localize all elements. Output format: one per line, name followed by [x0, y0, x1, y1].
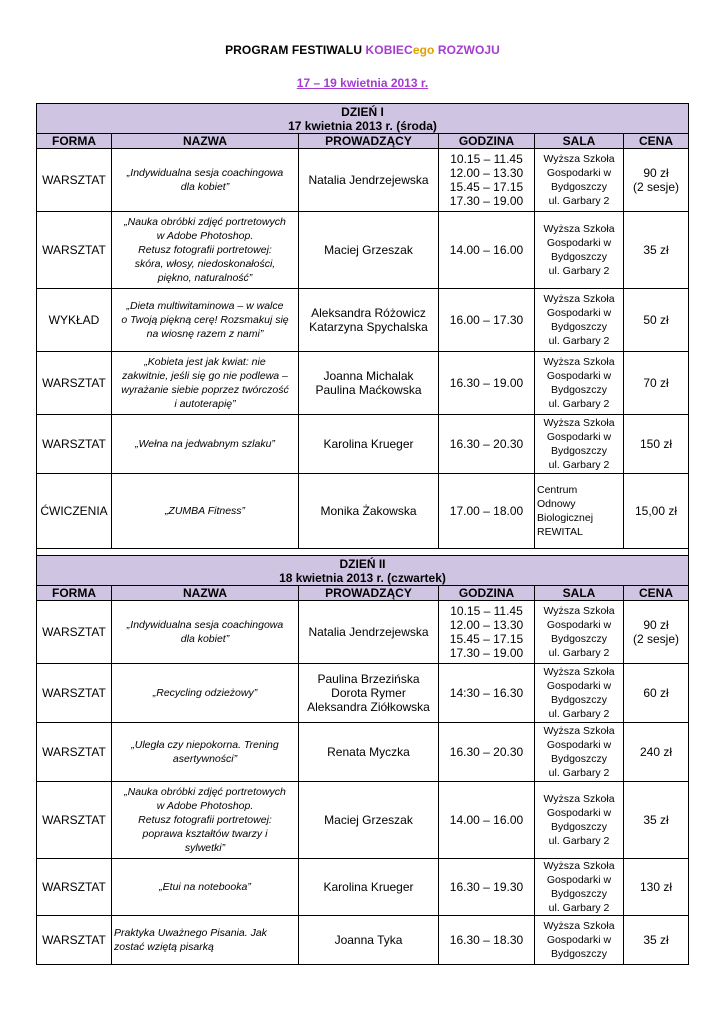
forma-cell: WARSZTAT — [37, 212, 112, 289]
sala-cell-line: Gospodarki w — [546, 619, 612, 631]
table-row — [37, 723, 689, 782]
nazwa-cell-line: dla kobiet” — [180, 633, 230, 645]
prowadzacy-cell-line: Monika Żakowska — [320, 504, 417, 518]
prowadzacy-cell — [299, 149, 439, 212]
prowadzacy-cell-line: Karolina Krueger — [323, 880, 414, 894]
sala-cell-line: Gospodarki w — [546, 431, 612, 443]
spacer-row — [37, 549, 689, 556]
nazwa-cell-line: w Adobe Photoshop. — [156, 230, 254, 242]
godzina-cell-line: 10.15 – 11.45 — [450, 152, 523, 166]
column-header: GODZINA — [439, 134, 535, 149]
page-title — [0, 43, 725, 57]
sala-cell — [535, 212, 624, 289]
cena-cell-line: 35 zł — [643, 933, 669, 947]
column-header: PROWADZĄCY — [299, 134, 439, 149]
prowadzacy-cell-line: Aleksandra Różowicz — [311, 306, 426, 320]
day-header-cell — [37, 104, 689, 134]
godzina-cell-line: 10.15 – 11.45 — [450, 604, 523, 618]
day-header — [37, 556, 689, 586]
nazwa-cell — [112, 415, 299, 474]
nazwa-cell-line: „Nauka obróbki zdjęć portretowych — [124, 216, 286, 228]
prowadzacy-cell-line: Joanna Tyka — [334, 933, 403, 947]
forma-cell: WARSZTAT — [37, 415, 112, 474]
sala-cell-line: ul. Garbary 2 — [548, 767, 610, 779]
sala-cell-line: Wyższa Szkoła — [543, 356, 615, 368]
prowadzacy-cell — [299, 601, 439, 664]
cena-cell — [624, 474, 689, 549]
nazwa-cell-line: „ZUMBA Fitness” — [164, 505, 246, 517]
sala-cell-line: Bydgoszczy — [550, 694, 608, 706]
table-row — [37, 352, 689, 415]
cena-cell — [624, 723, 689, 782]
forma-cell: ĆWICZENIA — [37, 474, 112, 549]
cena-cell — [624, 289, 689, 352]
title-part-3: ego — [412, 43, 435, 57]
prowadzacy-cell-line: Joanna Michalak — [323, 369, 414, 383]
nazwa-cell — [112, 782, 299, 859]
cena-cell — [624, 149, 689, 212]
nazwa-cell — [112, 664, 299, 723]
cena-cell-line: 35 zł — [643, 243, 669, 257]
column-header-row — [37, 134, 689, 149]
prowadzacy-cell-line: Paulina Maćkowska — [315, 383, 422, 397]
sala-cell-line: ul. Garbary 2 — [548, 835, 610, 847]
prowadzacy-cell — [299, 474, 439, 549]
sala-cell-line: Gospodarki w — [546, 307, 612, 319]
forma-cell: WARSZTAT — [37, 352, 112, 415]
sala-cell-line: Biologicznej — [537, 512, 594, 524]
cena-cell — [624, 212, 689, 289]
nazwa-cell — [112, 601, 299, 664]
prowadzacy-cell — [299, 916, 439, 965]
column-header-row — [37, 586, 689, 601]
table-row — [37, 474, 689, 549]
sala-cell-line: Gospodarki w — [546, 934, 612, 946]
nazwa-cell-line: sylwetki” — [184, 842, 226, 854]
prowadzacy-cell-line: Maciej Grzeszak — [324, 813, 413, 827]
nazwa-cell-line: asertywności” — [172, 753, 238, 765]
column-header: NAZWA — [112, 586, 299, 601]
day-title: DZIEŃ I — [341, 104, 384, 119]
table-row — [37, 289, 689, 352]
sala-cell-line: Wyższa Szkoła — [543, 860, 615, 872]
godzina-cell-line: 15.45 – 17.15 — [449, 632, 524, 646]
nazwa-cell-line: w Adobe Photoshop. — [156, 800, 254, 812]
table-row — [37, 212, 689, 289]
nazwa-cell-line: Retusz fotografii portretowej: — [138, 814, 272, 826]
nazwa-cell-line: Retusz fotografii portretowej: — [138, 244, 272, 256]
sala-cell — [535, 289, 624, 352]
nazwa-cell — [112, 149, 299, 212]
sala-cell-line: ul. Garbary 2 — [548, 398, 610, 410]
sala-cell-line: Gospodarki w — [546, 237, 612, 249]
godzina-cell-line: 15.45 – 17.15 — [449, 180, 524, 194]
program-table — [36, 103, 689, 965]
nazwa-cell — [112, 352, 299, 415]
godzina-cell — [439, 723, 535, 782]
nazwa-cell — [112, 474, 299, 549]
cena-cell-line: 15,00 zł — [634, 504, 678, 518]
cena-cell-line: 50 zł — [643, 313, 669, 327]
sala-cell-line: Wyższa Szkoła — [543, 605, 615, 617]
column-header: CENA — [624, 134, 689, 149]
sala-cell-line: ul. Garbary 2 — [548, 335, 610, 347]
prowadzacy-cell-line: Maciej Grzeszak — [324, 243, 413, 257]
sala-cell-line: ul. Garbary 2 — [548, 708, 610, 720]
sala-cell-line: Wyższa Szkoła — [543, 293, 615, 305]
title-part-2: KOBIEC — [365, 43, 413, 57]
title-part-1: PROGRAM FESTIWALU — [225, 43, 366, 57]
nazwa-cell-line: „Recycling odzieżowy” — [152, 687, 258, 699]
sala-cell — [535, 782, 624, 859]
prowadzacy-cell — [299, 859, 439, 916]
prowadzacy-cell — [299, 664, 439, 723]
cena-cell-line: 240 zł — [639, 745, 673, 759]
title-part-4: ROZWOJU — [434, 43, 500, 57]
godzina-cell-line: 17.30 – 19.00 — [449, 646, 524, 660]
sala-cell-line: Bydgoszczy — [550, 753, 608, 765]
prowadzacy-cell-line: Katarzyna Spychalska — [309, 320, 428, 334]
sala-cell-line: Wyższa Szkoła — [543, 223, 615, 235]
nazwa-cell-line: „Uległa czy niepokorna. Trening — [131, 739, 279, 751]
sala-cell-line: Gospodarki w — [546, 739, 612, 751]
prowadzacy-cell — [299, 723, 439, 782]
godzina-cell — [439, 664, 535, 723]
cena-cell-line: 150 zł — [639, 437, 673, 451]
cena-cell — [624, 664, 689, 723]
cena-cell-line: 90 zł — [643, 618, 669, 632]
nazwa-cell-line: „Wełna na jedwabnym szlaku” — [135, 438, 275, 450]
column-header: GODZINA — [439, 586, 535, 601]
prowadzacy-cell — [299, 352, 439, 415]
sala-cell-line: ul. Garbary 2 — [548, 647, 610, 659]
godzina-cell-line: 17.00 – 18.00 — [449, 504, 524, 518]
nazwa-cell — [112, 859, 299, 916]
nazwa-cell-line: zostać wziętą pisarką — [114, 941, 214, 953]
godzina-cell — [439, 415, 535, 474]
nazwa-cell-line: o Twoją piękną cerę! Rozsmakuj się — [121, 314, 289, 326]
column-header: NAZWA — [112, 134, 299, 149]
godzina-cell-line: 14:30 – 16.30 — [449, 686, 524, 700]
table-row — [37, 149, 689, 212]
column-header: PROWADZĄCY — [299, 586, 439, 601]
sala-cell-line: Bydgoszczy — [550, 321, 608, 333]
prowadzacy-cell-line: Renata Myczka — [327, 745, 410, 759]
cena-cell-line: 130 zł — [639, 880, 673, 894]
godzina-cell — [439, 352, 535, 415]
nazwa-cell-line: „Indywidualna sesja coachingowa — [126, 619, 284, 631]
prowadzacy-cell-line: Natalia Jendrzejewska — [308, 625, 429, 639]
day-header — [37, 104, 689, 134]
table-row — [37, 859, 689, 916]
prowadzacy-cell-line: Paulina Brzezińska — [317, 672, 420, 686]
sala-cell-line: ul. Garbary 2 — [548, 195, 610, 207]
prowadzacy-cell — [299, 415, 439, 474]
nazwa-cell-line: wyrażanie siebie poprzez twórczość — [121, 384, 289, 396]
sala-cell-line: Wyższa Szkoła — [543, 725, 615, 737]
sala-cell — [535, 664, 624, 723]
cena-cell-line: 90 zł — [643, 166, 669, 180]
sala-cell — [535, 415, 624, 474]
cena-cell — [624, 782, 689, 859]
sala-cell-line: Gospodarki w — [546, 874, 612, 886]
nazwa-cell-line: Praktyka Uważnego Pisania. Jak — [114, 927, 267, 939]
prowadzacy-cell-line: Karolina Krueger — [323, 437, 414, 451]
prowadzacy-cell-line: Aleksandra Ziółkowska — [307, 700, 430, 714]
sala-cell — [535, 352, 624, 415]
sala-cell-line: Wyższa Szkoła — [543, 417, 615, 429]
spacer-cell — [37, 549, 689, 556]
column-header: FORMA — [37, 134, 112, 149]
sala-cell-line: Bydgoszczy — [550, 384, 608, 396]
sala-cell-line: Bydgoszczy — [550, 633, 608, 645]
godzina-cell-line: 16.00 – 17.30 — [449, 313, 524, 327]
table-row — [37, 916, 689, 965]
day-title: DZIEŃ II — [339, 556, 386, 571]
nazwa-cell — [112, 916, 299, 965]
sala-cell-line: Bydgoszczy — [550, 445, 608, 457]
forma-cell: WYKŁAD — [37, 289, 112, 352]
nazwa-cell-line: poprawa kształtów twarzy i — [142, 828, 268, 840]
forma-cell: WARSZTAT — [37, 916, 112, 965]
nazwa-cell — [112, 212, 299, 289]
column-header: SALA — [535, 134, 624, 149]
sala-cell-line: Bydgoszczy — [550, 821, 608, 833]
godzina-cell-line: 16.30 – 18.30 — [449, 933, 524, 947]
column-header: SALA — [535, 586, 624, 601]
sala-cell-line: REWITAL — [537, 526, 583, 538]
godzina-cell — [439, 916, 535, 965]
sala-cell-line: Odnowy — [537, 498, 576, 510]
godzina-cell-line: 14.00 – 16.00 — [449, 243, 524, 257]
godzina-cell-line: 16.30 – 19.00 — [449, 376, 524, 390]
column-header: CENA — [624, 586, 689, 601]
cena-cell — [624, 601, 689, 664]
festival-dates: 17 – 19 kwietnia 2013 r. — [296, 76, 429, 90]
nazwa-cell-line: „Nauka obróbki zdjęć portretowych — [124, 786, 286, 798]
sala-cell-line: ul. Garbary 2 — [548, 459, 610, 471]
cena-cell — [624, 352, 689, 415]
cena-cell — [624, 859, 689, 916]
forma-cell: WARSZTAT — [37, 601, 112, 664]
sala-cell — [535, 149, 624, 212]
sala-cell — [535, 916, 624, 965]
column-header: FORMA — [37, 586, 112, 601]
forma-cell: WARSZTAT — [37, 723, 112, 782]
sala-cell — [535, 601, 624, 664]
prowadzacy-cell — [299, 212, 439, 289]
sala-cell-line: Gospodarki w — [546, 680, 612, 692]
sala-cell-line: Wyższa Szkoła — [543, 153, 615, 165]
sala-cell-line: Wyższa Szkoła — [543, 666, 615, 678]
prowadzacy-cell — [299, 289, 439, 352]
cena-cell-line: (2 sesje) — [632, 632, 679, 646]
sala-cell-line: Centrum — [537, 484, 578, 496]
sala-cell — [535, 723, 624, 782]
nazwa-cell-line: „Kobieta jest jak kwiat: nie — [144, 356, 266, 368]
sala-cell-line: Gospodarki w — [546, 807, 612, 819]
godzina-cell-line: 14.00 – 16.00 — [449, 813, 524, 827]
sala-cell-line: Wyższa Szkoła — [543, 920, 615, 932]
cena-cell-line: 35 zł — [643, 813, 669, 827]
prowadzacy-cell — [299, 782, 439, 859]
godzina-cell-line: 12.00 – 13.30 — [449, 166, 524, 180]
godzina-cell-line: 16.30 – 20.30 — [449, 745, 524, 759]
table-row — [37, 415, 689, 474]
godzina-cell-line: 16.30 – 19.30 — [449, 880, 524, 894]
nazwa-cell-line: piękno, naturalność” — [157, 272, 253, 284]
godzina-cell — [439, 289, 535, 352]
forma-cell: WARSZTAT — [37, 782, 112, 859]
forma-cell: WARSZTAT — [37, 859, 112, 916]
forma-cell: WARSZTAT — [37, 149, 112, 212]
nazwa-cell-line: na wiosnę razem z nami” — [146, 328, 264, 340]
godzina-cell — [439, 601, 535, 664]
forma-cell: WARSZTAT — [37, 664, 112, 723]
godzina-cell — [439, 474, 535, 549]
nazwa-cell — [112, 289, 299, 352]
sala-cell-line: Wyższa Szkoła — [543, 793, 615, 805]
table-row — [37, 782, 689, 859]
cena-cell — [624, 916, 689, 965]
godzina-cell — [439, 859, 535, 916]
sala-cell-line: Bydgoszczy — [550, 251, 608, 263]
cena-cell — [624, 415, 689, 474]
cena-cell-line: (2 sesje) — [632, 180, 679, 194]
day-date: 18 kwietnia 2013 r. (czwartek) — [279, 570, 446, 585]
day-date: 17 kwietnia 2013 r. (środa) — [288, 118, 437, 133]
sala-cell-line: Bydgoszczy — [550, 888, 608, 900]
sala-cell-line: Gospodarki w — [546, 167, 612, 179]
nazwa-cell-line: skóra, włosy, niedoskonałości, — [134, 258, 276, 270]
godzina-cell — [439, 782, 535, 859]
sala-cell-line: Bydgoszczy — [550, 948, 608, 960]
sala-cell — [535, 859, 624, 916]
nazwa-cell-line: „Etui na notebooka” — [159, 881, 251, 893]
sala-cell-line: Gospodarki w — [546, 370, 612, 382]
table-row — [37, 664, 689, 723]
nazwa-cell-line: zakwitnie, jeśli się go nie podlewa – — [122, 370, 288, 382]
sala-cell-line: Bydgoszczy — [550, 181, 608, 193]
cena-cell-line: 60 zł — [643, 686, 669, 700]
godzina-cell — [439, 212, 535, 289]
cena-cell-line: 70 zł — [643, 376, 669, 390]
nazwa-cell-line: dla kobiet” — [180, 181, 230, 193]
nazwa-cell-line: i autoterapię” — [174, 398, 236, 410]
nazwa-cell — [112, 723, 299, 782]
table-row — [37, 601, 689, 664]
sala-cell-line: ul. Garbary 2 — [548, 265, 610, 277]
nazwa-cell-line: „Dieta multiwitaminowa – w walce — [126, 300, 284, 312]
day-header-cell — [37, 556, 689, 586]
godzina-cell-line: 16.30 – 20.30 — [449, 437, 524, 451]
prowadzacy-cell-line: Dorota Rymer — [331, 686, 406, 700]
sala-cell — [535, 474, 624, 549]
nazwa-cell-line: „Indywidualna sesja coachingowa — [126, 167, 284, 179]
prowadzacy-cell-line: Natalia Jendrzejewska — [308, 173, 429, 187]
godzina-cell-line: 12.00 – 13.30 — [449, 618, 524, 632]
sala-cell-line: ul. Garbary 2 — [548, 902, 610, 914]
godzina-cell — [439, 149, 535, 212]
godzina-cell-line: 17.30 – 19.00 — [449, 194, 524, 208]
